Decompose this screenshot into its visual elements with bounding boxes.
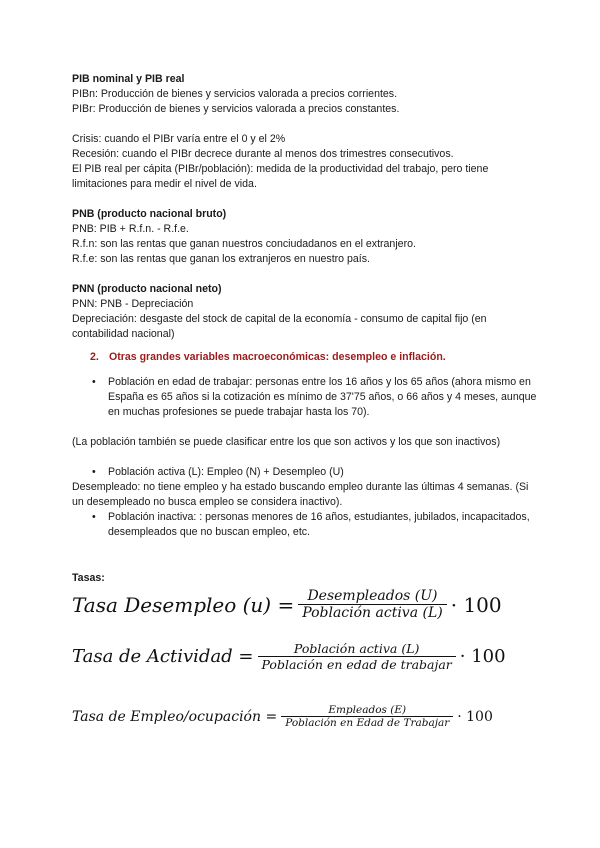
rfn-definition: R.f.n: son las rentas que ganan nuestros conciudadanos en el extranjero. <box>72 238 416 250</box>
formula-3-fraction <box>281 704 453 729</box>
section-2-number: 2. <box>90 351 99 363</box>
formula-1-multiplier: · 100 <box>450 592 502 617</box>
document-body <box>72 72 542 540</box>
formula-2-numerator: Población activa (L) <box>293 641 420 656</box>
formula-3-numerator: Empleados (E) <box>328 704 407 716</box>
tasas-heading: Tasas: <box>72 572 105 584</box>
clasificacion-note: (La población también se puede clasificar entre los que son activos y los que son inactivos) <box>72 436 501 448</box>
formula-1-lhs: Tasa Desempleo (u) = <box>72 592 295 617</box>
pib-heading: PIB nominal y PIB real <box>72 73 185 85</box>
formula-2-multiplier: · 100 <box>459 646 506 667</box>
formula-2-fraction <box>258 641 456 672</box>
pibr-definition: PIBr: Producción de bienes y servicios valorada a precios constantes. <box>72 103 400 115</box>
pibn-definition: PIBn: Producción de bienes y servicios valorada a precios corrientes. <box>72 88 398 100</box>
formula-2-denominator: Población en edad de trabajar <box>261 657 452 672</box>
rfe-definition: R.f.e: son las rentas que ganan los extranjeros en nuestro país. <box>72 253 370 265</box>
pib-per-capita-definition: El PIB real per cápita (PIBr/población): medida de la productividad del trabajo, pero tiene limitaciones para medir el nivel de vida. <box>72 163 489 190</box>
formula-1-denominator: Población activa (L) <box>302 605 443 621</box>
pnb-heading: PNB (producto nacional bruto) <box>72 208 227 220</box>
desempleado-definition: Desempleado: no tiene empleo y ha estado buscando empleo durante las últimas 4 semanas. (Si un desempleado no busca empleo se considera inactivo). <box>72 481 529 508</box>
crisis-definition: Crisis: cuando el PIBr varía entre el 0 y el 2% <box>72 133 286 145</box>
section-2-title: Otras grandes variables macroeconómicas: desempleo e inflación. <box>108 351 446 363</box>
section-2-heading <box>90 350 542 365</box>
formula-tasa-desempleo <box>72 588 502 621</box>
formula-1-numerator: Desempleados (U) <box>307 588 438 604</box>
bullet-poblacion-edad-trabajar: • Población en edad de trabajar: personas entre los 16 años y los 65 años (ahora mismo en España es 65 años si la cotización es mínimo de 37'75 años, o 66 años y 4 meses, aunque en muchas profesiones se puede trabajar hasta los 70). <box>88 375 542 420</box>
pnn-formula: PNN: PNB - Depreciación <box>72 298 194 310</box>
formula-3-denominator: Población en Edad de Trabajar <box>285 717 450 729</box>
formula-3-lhs: Tasa de Empleo/ocupación = <box>72 708 278 725</box>
bullet-poblacion-activa: • Población activa (L): Empleo (N) + Desempleo (U) <box>88 465 542 480</box>
formula-1-fraction <box>298 588 447 621</box>
depreciacion-definition: Depreciación: desgaste del stock de capital de la economía - consumo de capital fijo (en contabilidad nacional) <box>72 313 487 340</box>
formula-2-lhs: Tasa de Actividad = <box>72 646 254 667</box>
formula-tasa-empleo <box>72 704 493 729</box>
recesion-definition: Recesión: cuando el PIBr decrece durante al menos dos trimestres consecutivos. <box>72 148 454 160</box>
formula-3-multiplier: · 100 <box>457 708 493 725</box>
formula-tasa-actividad <box>72 641 506 672</box>
bullet-poblacion-inactiva: • Población inactiva: : personas menores de 16 años, estudiantes, jubilados, incapacitados, desempleados que no buscan empleo, etc. <box>88 510 542 540</box>
pnb-formula: PNB: PIB + R.f.n. - R.f.e. <box>72 223 189 235</box>
pnn-heading: PNN (producto nacional neto) <box>72 283 222 295</box>
